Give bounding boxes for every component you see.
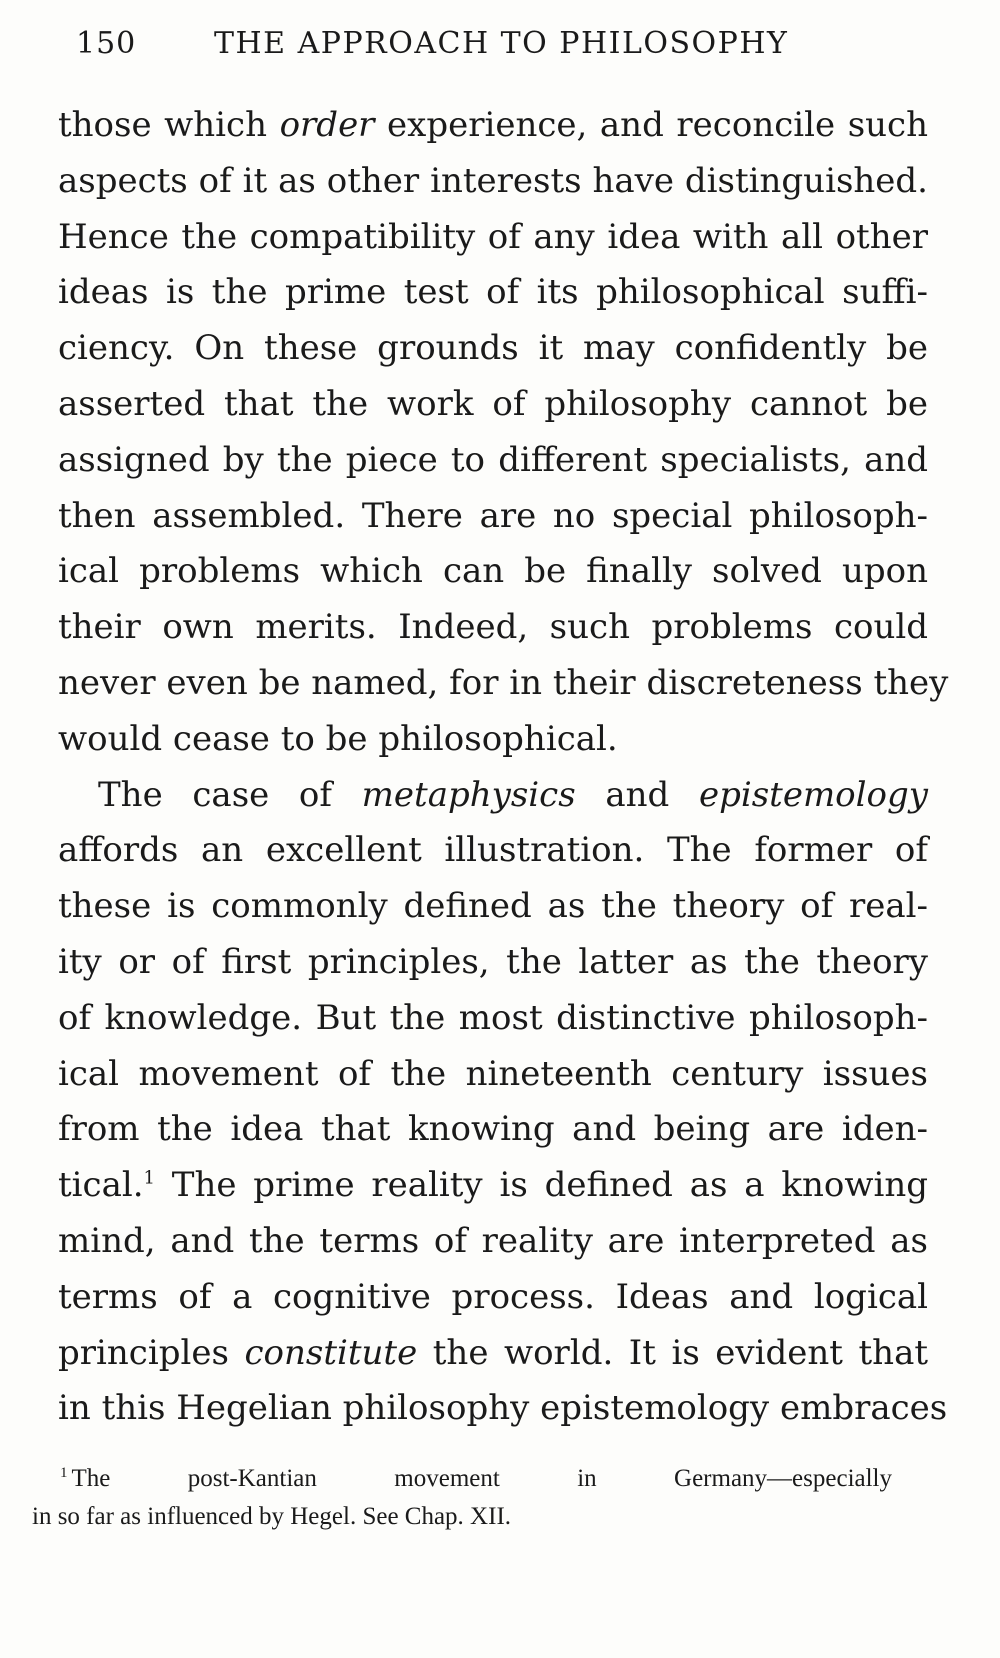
text-line: ity or of first principles, the latter as the theory [58,941,928,982]
text-line: The case of metaphysics and epistemology [98,774,928,815]
text-line: would cease to be philosophical. [58,718,618,759]
text-line: from the idea that knowing and being are iden- [58,1109,928,1150]
text-line: ical problems which can be finally solved upon [58,551,928,592]
text-line: affords an excellent illustration. The former of [58,830,928,871]
page-header [76,26,836,61]
text-line: ciency. On these grounds it may confidently be [58,328,928,369]
paragraph-1 [58,98,949,768]
text-line: ideas is the prime test of its philosophical suffi- [58,272,928,313]
text-line: principles constitute the world. It is evident that [58,1332,928,1373]
text-line: ical movement of the nineteenth century issues [58,1053,928,1094]
emphasis-metaphysics: metaphysics [361,774,576,815]
text-line: aspects of it as other interests have distinguished. [58,160,928,201]
emphasis-epistemology: epistemology [698,774,928,815]
text-line: tical.$^1$ The prime reality is defined as a knowing [58,1165,928,1206]
text-line: never even be named, for in their discreteness they [58,662,949,703]
footnote-line: $^1$ The post-Kantian movement in Germany—especially [60,1464,892,1492]
footnote [32,1460,892,1536]
text-line: assigned by the piece to different specialists, and [58,439,928,480]
running-head: THE APPROACH TO PHILOSOPHY [214,26,789,61]
emphasis-order: order [279,105,375,145]
paragraph-2 [58,768,948,1438]
emphasis-constitute: constitute [244,1332,418,1373]
text-line: terms of a cognitive process. Ideas and logical [58,1276,928,1317]
footnote-marker: 1 [60,1464,68,1481]
text-line: then assembled. There are no special philosoph- [58,495,928,536]
text-line: in this Hegelian philosophy epistemology embraces [58,1388,948,1429]
text-line: these is commonly defined as the theory of real- [58,886,928,927]
text-line: those which order experience, and reconcile such [58,105,928,145]
text-line: Hence the compatibility of any idea with all other [58,216,928,257]
text-line: of knowledge. But the most distinctive philosoph- [58,997,928,1038]
page-number: 150 [76,26,137,61]
footnote-line: in so far as influenced by Hegel. See Chap. XII. [32,1503,512,1530]
text-line: asserted that the work of philosophy cannot be [58,383,928,424]
text-line: mind, and the terms of reality are interpreted as [58,1220,928,1261]
text-line: their own merits. Indeed, such problems could [58,607,928,648]
body-text [58,98,949,1437]
footnote-reference[interactable]: 1 [143,1167,155,1189]
